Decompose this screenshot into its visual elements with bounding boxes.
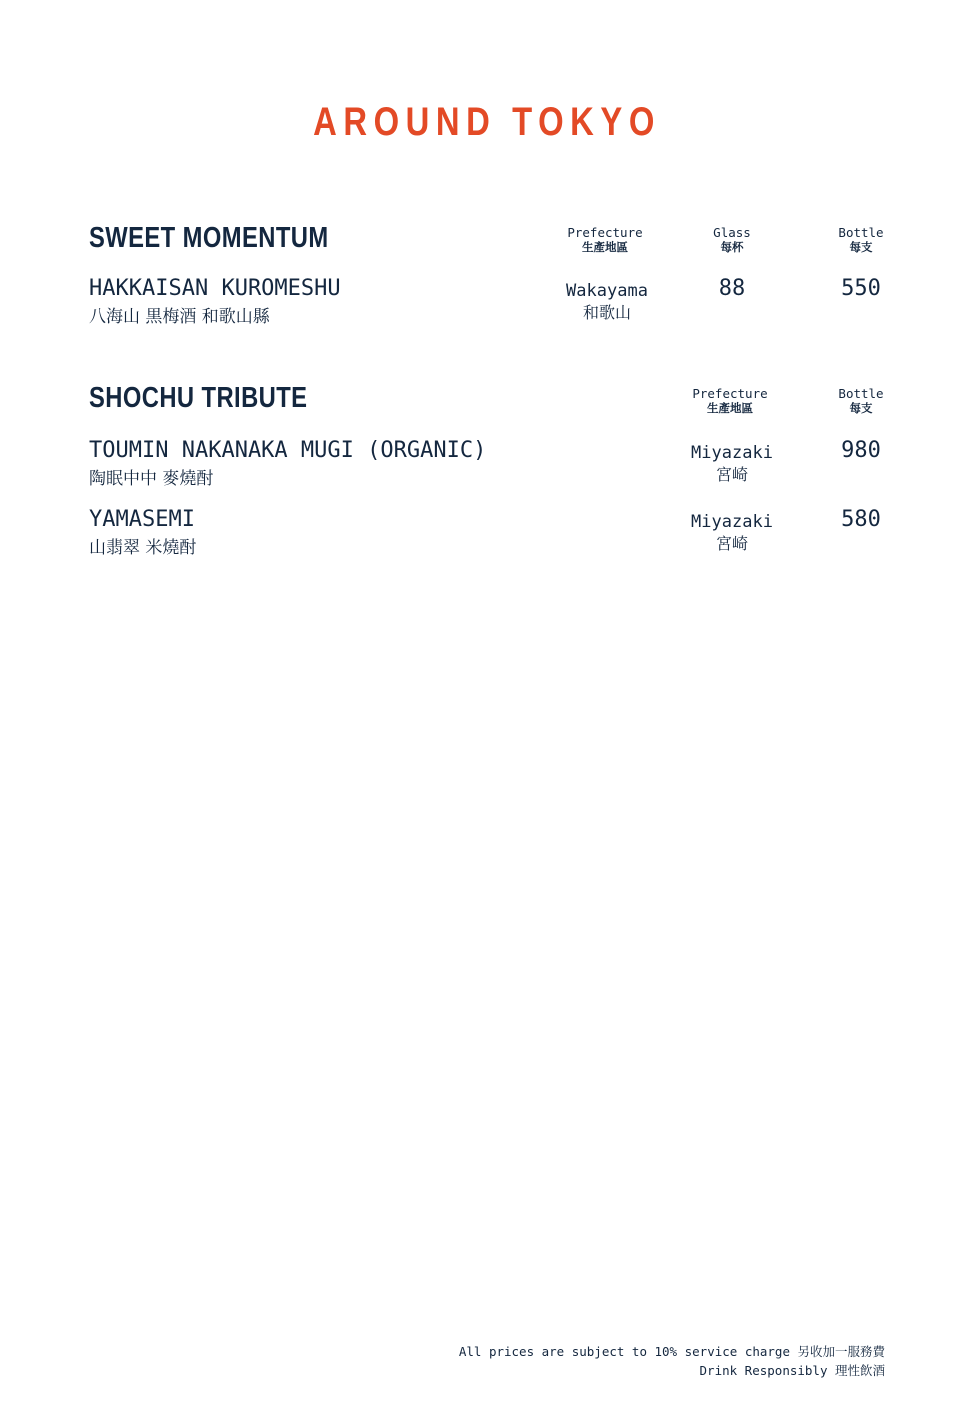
drink-responsibly-note: Drink Responsibly 理性飲酒: [699, 1363, 885, 1378]
prefecture-header: [670, 387, 790, 415]
item-bottle-price: 580: [841, 507, 881, 532]
section-title: SHOCHU TRIBUTE: [89, 382, 308, 414]
bottle-header: [801, 226, 921, 254]
item-name-zh: 八海山 黒梅酒 和歌山縣: [89, 307, 270, 327]
item-prefecture-zh: 宮崎: [715, 534, 748, 553]
item-bottle-price: 550: [841, 276, 881, 301]
bottle-header: [801, 387, 921, 415]
page-title: AROUND TOKYO: [313, 100, 661, 144]
bottle-header-zh: 每支: [849, 240, 873, 254]
item-prefecture: [542, 280, 672, 324]
item-prefecture-en: Miyazaki: [691, 443, 773, 463]
glass-header-en: Glass: [713, 225, 751, 240]
item-name: TOUMIN NAKANAKA MUGI (ORGANIC): [89, 438, 487, 463]
prefecture-header-zh: 生產地區: [707, 401, 753, 415]
service-charge-note: All prices are subject to 10% service charge 另收加一服務費: [458, 1344, 885, 1359]
prefecture-header-en: Prefecture: [692, 386, 768, 401]
glass-header: [672, 226, 792, 254]
item-name-zh: 陶眠中中 麥燒酎: [89, 469, 214, 489]
item-prefecture-en: Miyazaki: [691, 512, 773, 532]
item-prefecture: [667, 511, 797, 555]
item-prefecture-zh: 宮崎: [715, 465, 748, 484]
bottle-header-en: Bottle: [838, 225, 884, 240]
item-name-zh: 山翡翠 米燒酎: [89, 538, 197, 558]
prefecture-header: [545, 226, 665, 254]
glass-header-zh: 每杯: [720, 240, 744, 254]
item-name: YAMASEMI: [89, 507, 195, 532]
prefecture-header-en: Prefecture: [567, 225, 643, 240]
item-name: HAKKAISAN KUROMESHU: [89, 276, 341, 301]
section-title: SWEET MOMENTUM: [89, 222, 329, 254]
prefecture-header-zh: 生產地區: [582, 240, 628, 254]
footer-notes: [459, 1342, 885, 1380]
item-glass-price: 88: [718, 276, 746, 301]
item-bottle-price: 980: [841, 438, 881, 463]
bottle-header-zh: 每支: [849, 401, 873, 415]
item-prefecture: [667, 442, 797, 486]
item-prefecture-zh: 和歌山: [582, 303, 631, 322]
bottle-header-en: Bottle: [838, 386, 884, 401]
item-prefecture-en: Wakayama: [566, 281, 648, 301]
